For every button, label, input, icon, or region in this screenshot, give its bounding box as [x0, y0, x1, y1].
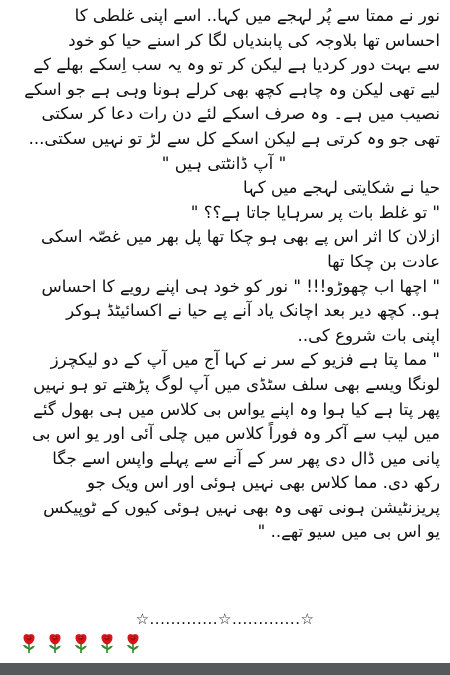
story-line-13: ہو.. کچھ دیر بعد اچانک یاد آنے پے حیا نے اکسائیٹڈ ہوکر [66, 301, 440, 321]
story-line-17: پھر پتا ہے کیا ہوا وہ اپنے یواس بی کلاس میں ہی بھول گئے [33, 399, 440, 419]
dialogue-line-1: " آپ ڈانٹتی ہیں " [161, 153, 287, 173]
bottom-bar [0, 663, 450, 675]
story-line-20: رکھ دی. مما کلاس بھی نہیں ہوئی اور اس ویک جو [86, 473, 440, 493]
story-line-19: پانی میں ڈال دی پھر سر کے آنے سے پہلے واپس اسے جگا [52, 448, 440, 468]
story-line-6: تھی جو وہ کرتی ہے لیکن اسکے کل سے لڑ تو نہیں سکتی... [28, 128, 440, 148]
story-line-5: نصیب میں ہے۔ وہ صرف اسکے لئے دن رات دعا کر سکتی [41, 104, 440, 124]
rose-icon [122, 632, 144, 654]
story-text [8, 4, 440, 545]
rose-icon [70, 632, 92, 654]
story-line-11: عادت بن چکا تھا [327, 251, 440, 271]
story-line-21: پریزنٹیشن ہونی تھی وہ بھی نہیں ہوئی کیوں کے ٹوپیکس [43, 497, 440, 517]
story-line-4: لیے تھی لیکن وہ چاہے کچھ بھی کرلے ہونا وہی ہے جو اسکے [24, 79, 440, 99]
rose-row [18, 632, 144, 654]
story-line-3: سے بہت دور کردیا ہے لیکن کر تو وہ یہ سب اِسکے بھلے کے [33, 55, 440, 75]
story-line-18: میں لیب سے آکر وہ فوراً کلاس میں چلی آئی اور یو اس بی [32, 424, 440, 444]
star-divider: ☆.............☆.............☆ [135, 610, 315, 628]
story-line-8: حیا نے شکایتی لہجے میں کہا [242, 178, 440, 198]
story-line-2: احساس تھا بلاوجہ کی پابندیاں لگا کر اسنے حیا کو خود [68, 30, 440, 50]
dialogue-line-2: " تو غلط بات پر سرہایا جاتا ہے؟؟ " [190, 202, 440, 222]
story-line-15: " مما پتا ہے فزیو کے سر نے کہا آج میں آپ کے دو لیکچرز [50, 350, 440, 370]
rose-icon [18, 632, 40, 654]
story-line-16: لونگا ویسے بھی سلف سٹڈی میں آپ لوگ پڑھتے تو ہو نہیں [33, 374, 440, 394]
story-line-12: " اچھا اب چھوڑو!!! " نور کو خود ہی اپنے رویے کا احساس [41, 276, 440, 296]
story-line-14: اپنی بات شروع کی.. [297, 325, 440, 345]
rose-icon [96, 632, 118, 654]
story-line-22: یو اس بی میں سیو تھے.. " [257, 522, 440, 542]
story-line-10: ازلان کا اثر اس پے بھی ہو چکا تھا پل بھر میں غصّہ اسکی [40, 227, 440, 247]
rose-icon [44, 632, 66, 654]
story-line-1: نور نے ممتا سے پُر لہجے میں کہا.. اسے اپنی غلطی کا [74, 6, 440, 25]
